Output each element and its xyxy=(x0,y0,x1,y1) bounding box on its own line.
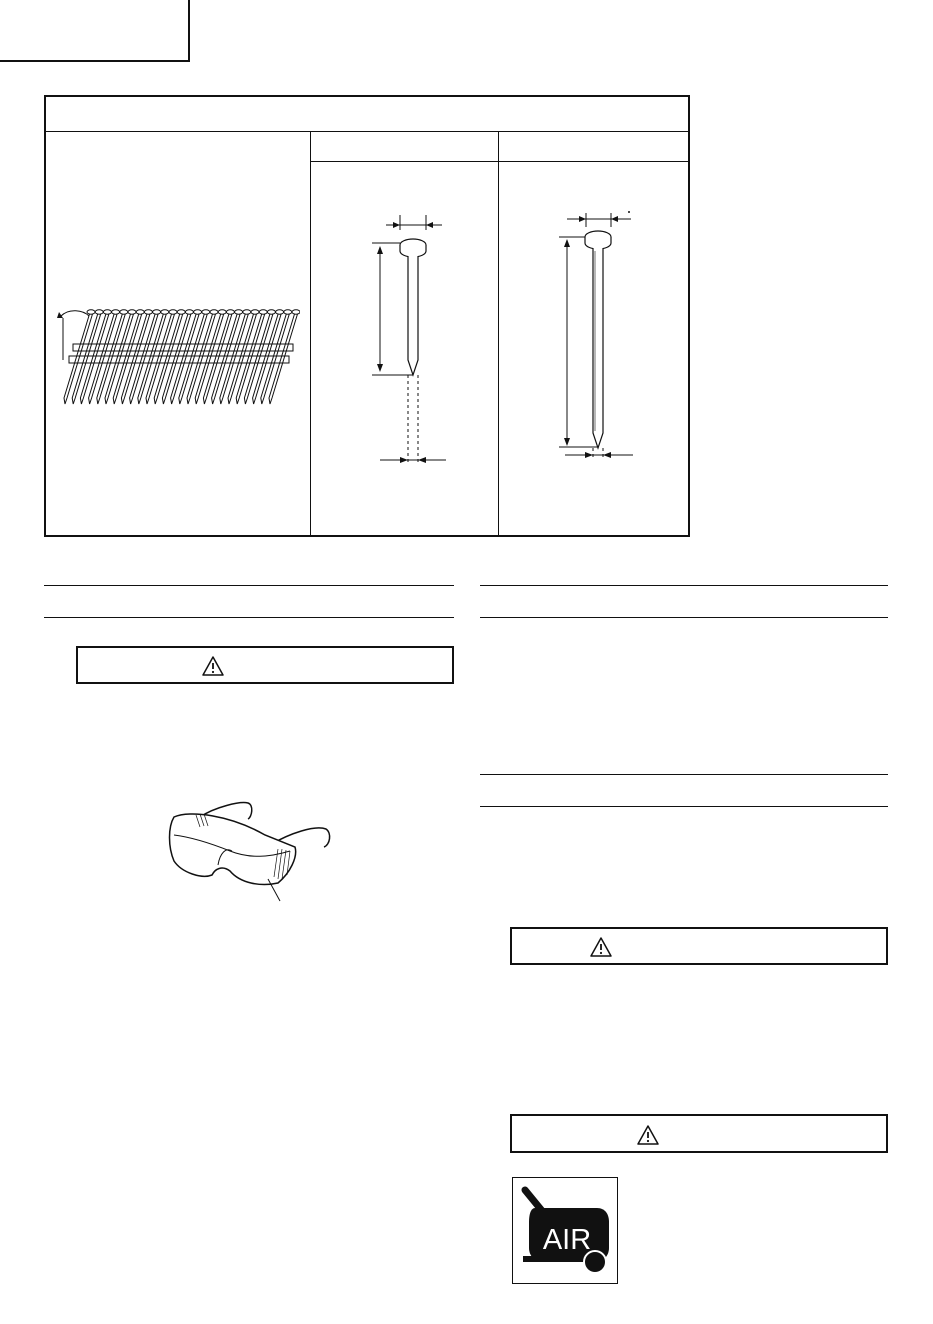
nail-shank xyxy=(269,314,298,404)
nail-head xyxy=(284,310,292,314)
nail-shank xyxy=(203,314,232,404)
nail-shank xyxy=(97,314,126,404)
table-column-divider xyxy=(498,131,499,535)
caution-box xyxy=(76,646,454,684)
nail-dimension-diagram-2 xyxy=(545,205,645,465)
nail-shank xyxy=(154,314,183,404)
table-column-divider xyxy=(310,131,311,535)
warning-triangle-icon xyxy=(589,936,613,958)
nail-head xyxy=(243,310,251,314)
safety-goggles-illustration xyxy=(160,795,340,905)
warning-triangle-icon xyxy=(636,1124,660,1146)
nail-shank xyxy=(105,314,134,404)
nail-head xyxy=(276,310,284,314)
nail-shank xyxy=(228,314,257,404)
nail-shank xyxy=(236,314,265,404)
nail-head xyxy=(87,310,95,314)
nail-head xyxy=(292,310,300,314)
nail-head xyxy=(177,310,185,314)
nail-head xyxy=(218,310,226,314)
nail-shank xyxy=(212,314,241,404)
nail-shank xyxy=(130,314,159,404)
nail-head xyxy=(259,310,267,314)
section-rule xyxy=(480,585,888,586)
nail-head xyxy=(112,310,120,314)
section-rule xyxy=(44,617,454,618)
nail-shank xyxy=(195,314,224,404)
nail-shank xyxy=(253,314,282,404)
nail-head xyxy=(136,310,144,314)
caution-box-2 xyxy=(510,1114,888,1153)
nail-head xyxy=(194,310,202,314)
section-rule xyxy=(480,617,888,618)
nail-dimension-diagram-1 xyxy=(360,210,460,470)
air-compressor-icon xyxy=(513,1178,616,1282)
nail-shank xyxy=(89,314,118,404)
table-subheader-divider xyxy=(310,161,688,162)
nail-shank xyxy=(244,314,273,404)
nail-shank xyxy=(113,314,142,404)
nail-shank xyxy=(179,314,208,404)
nail-head xyxy=(267,310,275,314)
nail-shank xyxy=(138,314,167,404)
section-rule xyxy=(44,585,454,586)
page-tab xyxy=(0,0,190,62)
nail-head xyxy=(251,310,259,314)
section-rule xyxy=(480,774,888,775)
table-header-divider xyxy=(46,131,688,132)
caution-box-1 xyxy=(510,927,888,965)
warning-triangle-icon xyxy=(201,655,225,677)
nail-head xyxy=(226,310,234,314)
nail-head xyxy=(210,310,218,314)
nail-shank xyxy=(171,314,200,404)
nail-shank xyxy=(220,314,249,404)
nail-head xyxy=(120,310,128,314)
air-compressor-label xyxy=(512,1177,618,1284)
nail-head xyxy=(95,310,103,314)
nail-shank xyxy=(64,314,93,404)
nail-head xyxy=(144,310,152,314)
collated-nail-strip-illustration xyxy=(55,300,300,412)
nail-shank xyxy=(162,314,191,404)
nail-head xyxy=(128,310,136,314)
nail-shank xyxy=(121,314,149,404)
nail-head xyxy=(202,310,210,314)
air-text: AIR xyxy=(542,1224,592,1256)
nail-head xyxy=(161,310,169,314)
nail-shank xyxy=(80,314,109,404)
nail-head xyxy=(235,310,243,314)
section-rule xyxy=(480,806,888,807)
nail-shank xyxy=(146,314,175,404)
nail-head xyxy=(169,310,177,314)
nail-head xyxy=(153,310,161,314)
nail-shank xyxy=(187,314,216,404)
nail-head xyxy=(185,310,193,314)
nail-shank xyxy=(72,314,101,404)
nail-head xyxy=(103,310,111,314)
nail-shank xyxy=(261,314,290,404)
